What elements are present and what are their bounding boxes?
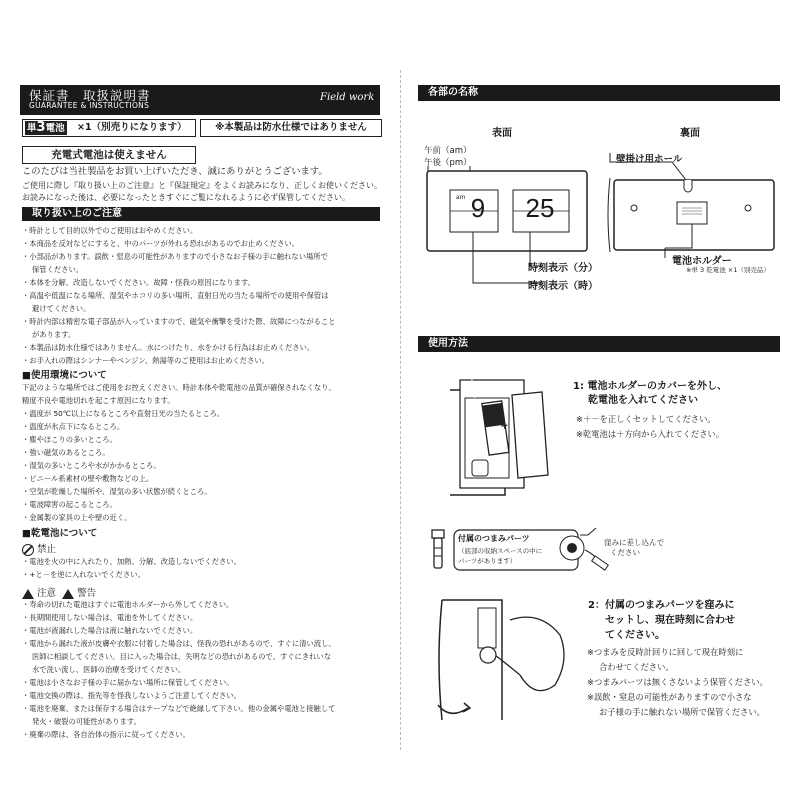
step2-line-2: セットし、現在時刻に合わせ xyxy=(605,615,735,626)
prohibit-item: ・電池を火の中に入れたり、加熱、分解、改造しないでください。 xyxy=(22,557,241,566)
step2-notes xyxy=(587,645,768,720)
step2-note: お子様の手に触れない場所で保管ください。 xyxy=(599,707,765,717)
environment-heading: ■使用環境について xyxy=(22,370,107,381)
environment-list xyxy=(22,407,382,524)
warning-item: ・廃棄の際は、各自治体の指示に従ってください。 xyxy=(22,730,190,739)
hour-display-label: 時刻表示（時） xyxy=(528,281,598,292)
warning-icon xyxy=(62,589,74,599)
prohibit-heading: 禁止 xyxy=(22,541,56,556)
caution-item: 保管ください。 xyxy=(32,265,84,274)
battery-label: QUARTZ xyxy=(469,369,482,405)
environment-item: ・空気が乾燥した場所や、湿気の多い状態が続くところ。 xyxy=(22,487,212,496)
prohibit-item: ・+と－を逆に入れないでください。 xyxy=(22,570,145,579)
insert-label-1: 窪みに差し込んで xyxy=(604,538,664,547)
caution-item: ・時計内部は精密な電子部品が入っていますので、磁気や衝撃を受けた際、故障につながること xyxy=(22,317,336,326)
knob-label-1: 付属のつまみパーツ xyxy=(458,534,530,543)
intro-line-3: お読みになった後は、必要になったときすぐにご覧になれるように必ず保管してください。 xyxy=(22,193,350,202)
environment-item: ・温度が 50℃以上になるところや直射日光の当たるところ。 xyxy=(22,409,225,418)
warning-item: 水で洗い流し、医師の治療を受けてください。 xyxy=(32,665,186,674)
am-indicator: am xyxy=(456,194,466,201)
warning-item: ・電池を廃棄、または保存する場合はテープなどで絶縁して下さい。他の金属や電池と接触して xyxy=(22,704,336,713)
warning-item: ・長期間使用しない場合は、電池を外してください。 xyxy=(22,613,198,622)
battery-holder-rect xyxy=(677,202,707,224)
warning-item: 医師に相談してください。目に入った場合は、失明などの恐れがあるので、すぐにきれいな xyxy=(32,652,332,661)
environment-item: ・金属製の家具の上や壁の近く。 xyxy=(22,513,132,522)
battery-requirement xyxy=(22,119,196,137)
back-label: 裏面 xyxy=(680,128,700,139)
caution-item: ・本製品は防水仕様ではありません。水につけたり、水をかける行為はお止めください。 xyxy=(22,343,315,352)
step2-line-1: 2：付属のつまみパーツを窪みに xyxy=(588,600,735,611)
battery-count: ×1（別売りになります） xyxy=(77,122,187,133)
step1-line-2: 乾電池を入れてください xyxy=(588,395,698,406)
step2-line-3: てください。 xyxy=(605,630,665,641)
caution-item: ・高温や低温になる場所、湿気やホコリの多い場所、直射日光の当たる場所での使用や保管は xyxy=(22,291,329,300)
svg-text:+: + xyxy=(499,420,510,433)
caution-item: ・本体を分解、改造しないでください。故障・怪我の原因になります。 xyxy=(22,278,255,287)
warning-item: ・電池が液漏れした場合は液に触れないでください。 xyxy=(22,626,198,635)
step2-note: ※誤飲・窒息の可能性がありますので小さな xyxy=(587,692,752,702)
insert-label-2: ください xyxy=(610,548,640,557)
header-bar xyxy=(20,85,380,115)
warning-item: 発火・破裂の可能性があります。 xyxy=(32,717,141,726)
battery-holder-note: ※単 3 乾電池 ×1（別売品） xyxy=(686,266,770,274)
minute-digits: 25 xyxy=(525,193,555,223)
front-label: 表面 xyxy=(492,128,512,139)
knob-part xyxy=(432,530,444,568)
environment-item: ・塵やほこりの多いところ。 xyxy=(22,435,117,444)
hook-hole-label: 壁掛け用ホール xyxy=(616,154,683,165)
battery-holder-label: 電池ホルダー xyxy=(672,256,732,267)
environment-item: ・ビニール系素材の壁や敷物などの上。 xyxy=(22,474,154,483)
environment-intro-1: 下記のような場所ではご使用をお控えください。時計本体や乾電池の品質が確保されなくなり、 xyxy=(22,383,336,392)
usage-section-header: 使用方法 xyxy=(418,336,780,352)
fold-line xyxy=(400,70,401,750)
caution-item: があります。 xyxy=(32,330,76,339)
brand-logo: Field work xyxy=(320,92,375,103)
caution-section-header: 取り扱い上のご注意 xyxy=(22,207,380,221)
caution-list xyxy=(22,224,382,367)
warning-item: ・電池は小さなお子様の手に届かない場所に保管してください。 xyxy=(22,678,234,687)
prohibited-icon xyxy=(22,544,34,556)
parts-section-header: 各部の名称 xyxy=(418,85,780,101)
warning-item: ・寿命の切れた電池はすぐに電池ホルダーから外してください。 xyxy=(22,600,234,609)
caution-item: ・時計として目的以外でのご使用はおやめください。 xyxy=(22,226,198,235)
minute-display-label: 時刻表示（分） xyxy=(528,263,598,274)
battery-heading: ■乾電池について xyxy=(22,528,98,539)
environment-item: ・強い磁気のあるところ。 xyxy=(22,448,110,457)
caution-item: ・本商品を反対などにすると、中のパーツが外れる恐れがあるのでお止めください。 xyxy=(22,239,299,248)
battery-tag: 単3電池 xyxy=(27,120,65,135)
environment-item: ・湿気の多いところや水がかかるところ。 xyxy=(22,461,161,470)
not-waterproof-notice: ※本製品は防水仕様ではありません xyxy=(200,119,382,137)
step2-note: 合わせてください。 xyxy=(599,662,674,672)
knob-label-2: （底部の収納スペースの中に xyxy=(458,547,543,555)
caution-item: ・お手入れの際はシンナーやベンジン、熱湯等のご使用はお止めください。 xyxy=(22,356,269,365)
environment-intro-2: 精度不良や電池切れを起こす原因になります。 xyxy=(22,396,175,405)
knob-label-3: パーツがあります） xyxy=(458,557,517,565)
hook-hole xyxy=(684,180,692,192)
battery-cover xyxy=(512,392,548,478)
step1-note-1: ※＋－を正しくセットしてください。 xyxy=(576,414,716,424)
pm-label: 午後（pm） xyxy=(424,158,472,168)
caution-icon xyxy=(22,589,34,599)
warning-item: ・電池交換の際は、指先等を怪我しないようご注意してください。 xyxy=(22,691,241,700)
page-subtitle: GUARANTEE & INSTRUCTIONS xyxy=(29,101,150,110)
screw-left xyxy=(631,205,637,211)
step2-note: ※つまみを反時計回りに回して現在時刻に xyxy=(587,647,744,657)
page-title: 保証書 取扱説明書 xyxy=(29,88,151,103)
environment-item: ・温度が氷点下になるところ。 xyxy=(22,422,125,431)
step1-note-2: ※乾電池は＋方向から入れてください。 xyxy=(576,429,725,439)
prohibit-list xyxy=(22,555,382,581)
warning-heading: 注意 警告 xyxy=(22,585,96,599)
hour-digit: 9 xyxy=(470,193,486,223)
hand-illustration xyxy=(510,617,564,690)
warning-item: ・電池から漏れた液が皮膚や衣服に付着した場合は、怪我の恐れがあるので、すぐに清い流し、 xyxy=(22,639,336,648)
intro-line-2: ご使用に際し『取り扱い上のご注意』と『保証規定』をよくお読みになり、正しくお使いください。 xyxy=(22,181,382,190)
caution-item: ・小部品があります。誤飲・窒息の可能性がありますので小さなお子様の手に触れない場所で xyxy=(22,252,328,261)
no-rechargeable-notice: 充電式電池は使えません xyxy=(22,146,196,164)
warning-list xyxy=(22,598,382,741)
caution-item: 避けてください。 xyxy=(32,304,91,313)
am-label: 午前（am） xyxy=(424,146,472,156)
environment-item: ・電波障害の起こるところ。 xyxy=(22,500,117,509)
intro-line-1: このたびは当社製品をお買い上げいただき、誠にありがとうございます。 xyxy=(22,166,328,177)
step2-note: ※つまみパーツは無くさないよう保管ください。 xyxy=(587,677,768,687)
step1-line-1: 1: 電池ホルダーのカバーを外し、 xyxy=(573,381,728,392)
parts-diagram xyxy=(410,150,790,300)
screw-right xyxy=(745,205,751,211)
